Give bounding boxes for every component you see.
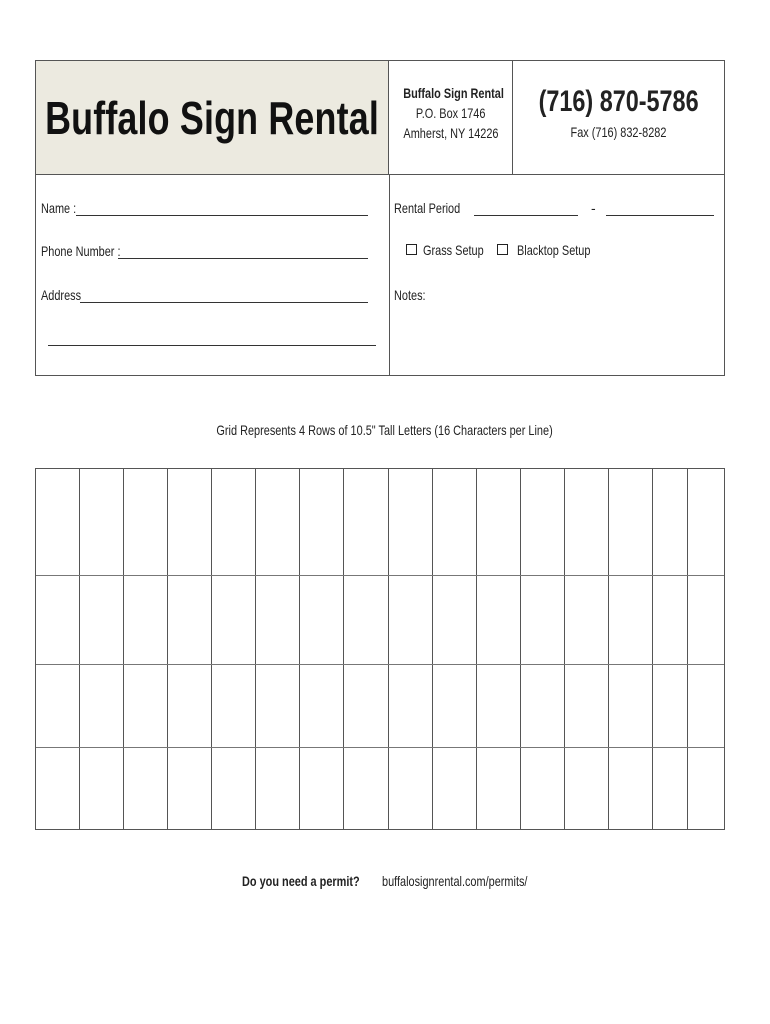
grid-column-line: [608, 469, 609, 829]
name-field[interactable]: [76, 215, 368, 216]
rental-end-field[interactable]: [606, 215, 714, 216]
blacktop-setup-label: Blacktop Setup: [517, 242, 591, 258]
grid-row-line: [36, 664, 724, 665]
rental-start-field[interactable]: [474, 215, 578, 216]
blacktop-setup-checkbox[interactable]: [497, 244, 508, 255]
fax-number: Fax (716) 832-8282: [570, 124, 667, 140]
grid-column-line: [564, 469, 565, 829]
grid-column-line: [520, 469, 521, 829]
letter-grid: [35, 468, 725, 830]
contact-numbers: [513, 61, 724, 175]
phone-number[interactable]: (716) 870-5786: [538, 85, 699, 118]
notes-label: Notes:: [394, 287, 426, 303]
address-label: Address: [41, 287, 82, 303]
grid-column-line: [388, 469, 389, 829]
grid-title: Grid Represents 4 Rows of 10.5" Tall Letters (16 Characters per Line): [216, 422, 554, 438]
grid-column-line: [211, 469, 212, 829]
grid-column-line: [79, 469, 80, 829]
grass-setup-checkbox[interactable]: [406, 244, 417, 255]
rental-period-separator: -: [591, 200, 596, 216]
rental-period-label: Rental Period: [394, 200, 461, 216]
address-field-line-1[interactable]: [80, 302, 368, 303]
grass-setup-label: Grass Setup: [423, 242, 484, 258]
order-form-header: [35, 60, 725, 376]
logo-panel: [36, 61, 389, 175]
grid-column-line: [343, 469, 344, 829]
grid-column-line: [432, 469, 433, 829]
grid-column-line: [167, 469, 168, 829]
po-box: P.O. Box 1746: [415, 105, 486, 121]
grid-column-line: [476, 469, 477, 829]
grid-column-line: [123, 469, 124, 829]
permit-question: Do you need a permit?: [242, 873, 360, 889]
phone-number-label: Phone Number :: [41, 243, 121, 259]
grid-column-line: [299, 469, 300, 829]
company-name: Buffalo Sign Rental: [403, 85, 504, 101]
grid-row-line: [36, 747, 724, 748]
logo-text: Buffalo Sign Rental: [45, 91, 379, 144]
name-label: Name :: [41, 200, 77, 216]
phone-number-field[interactable]: [118, 258, 368, 259]
grid-column-line: [652, 469, 653, 829]
address-field-line-2[interactable]: [48, 345, 376, 346]
grid-column-line: [255, 469, 256, 829]
column-divider: [389, 175, 390, 375]
city-state-zip: Amherst, NY 14226: [402, 125, 499, 141]
mailing-address: [389, 61, 513, 175]
permit-link[interactable]: buffalosignrental.com/permits/: [382, 873, 528, 889]
grid-column-line: [687, 469, 688, 829]
grid-row-line: [36, 575, 724, 576]
